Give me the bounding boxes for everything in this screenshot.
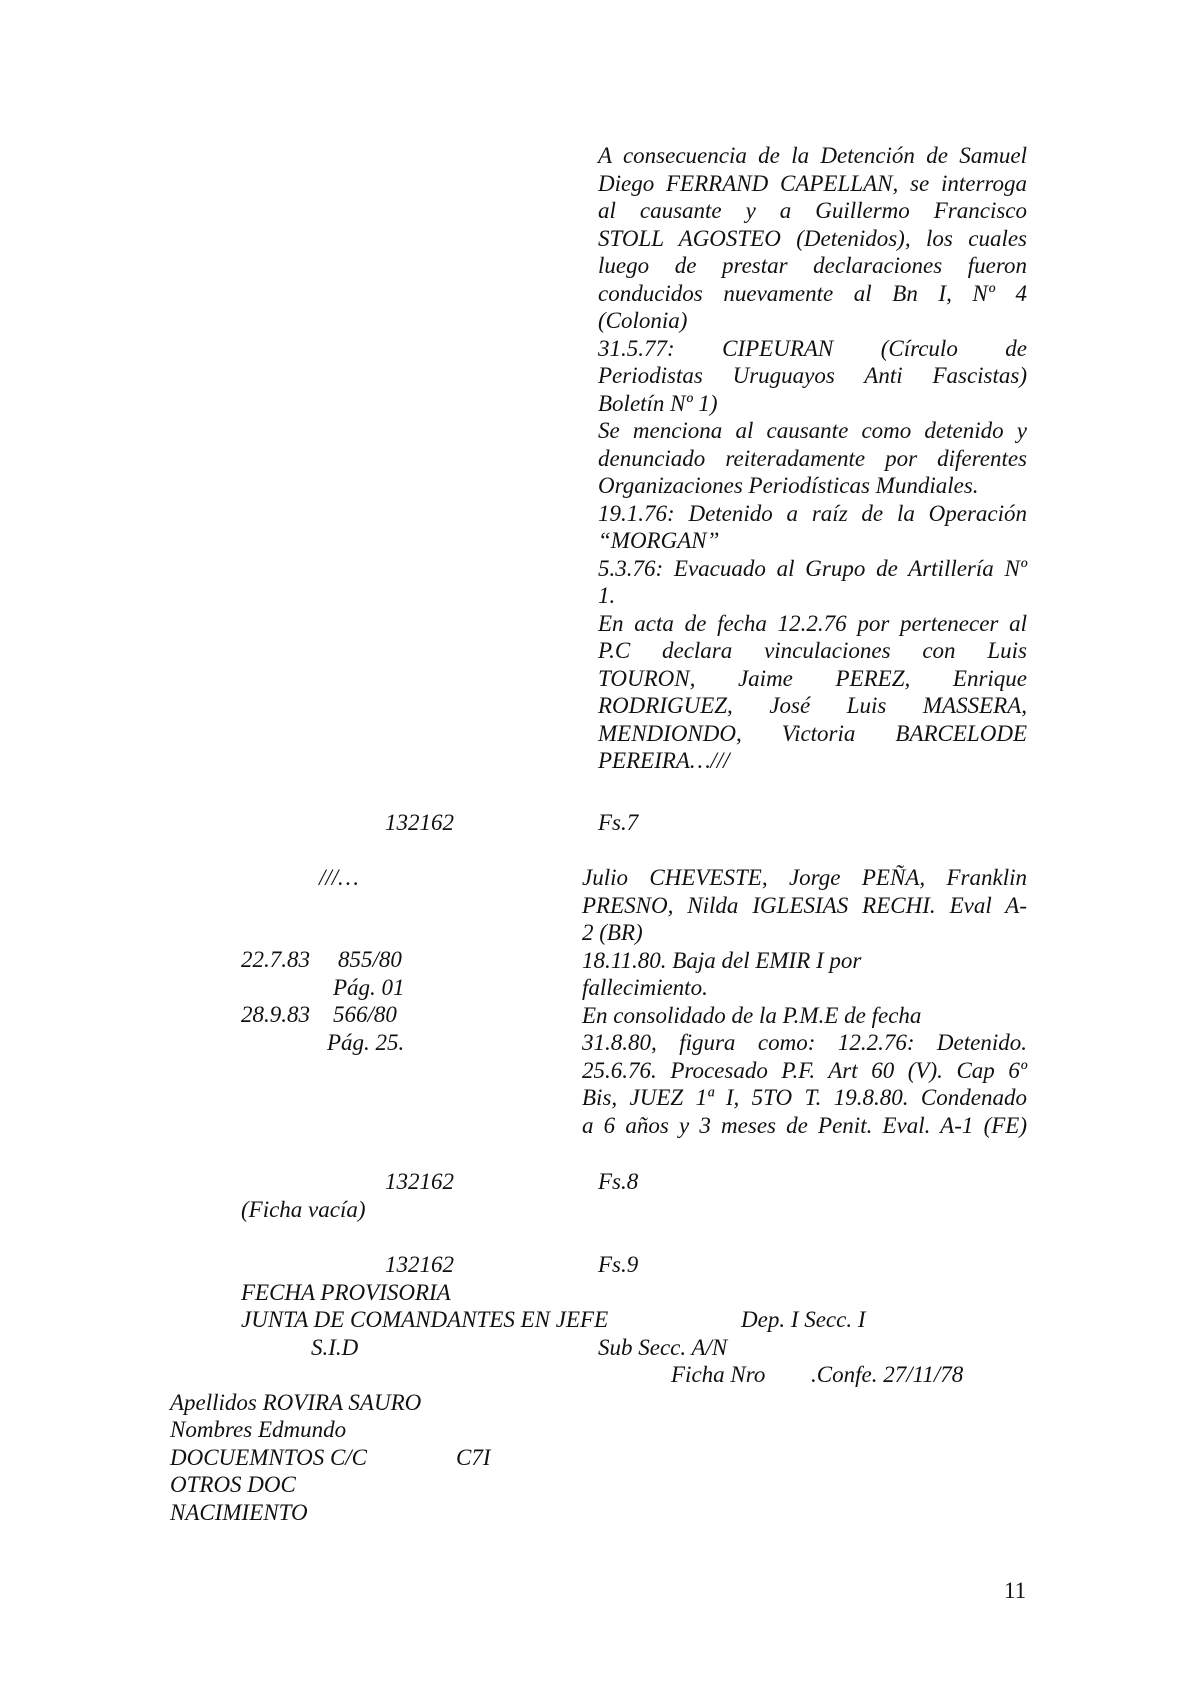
- junta-comandantes: JUNTA DE COMANDANTES EN JEFE: [241, 1307, 609, 1332]
- block1-line: RODRIGUEZ, José Luis MASSERA,: [598, 693, 1027, 718]
- block1-line: denunciado reiteradamente por diferentes: [598, 445, 1027, 471]
- record-text-block-1: [598, 142, 1027, 775]
- reference-date-1: 22.7.83: [241, 947, 310, 972]
- reference-page-2: Pág. 25.: [327, 1030, 405, 1055]
- reference-number-2: 566/80: [333, 1002, 397, 1027]
- block1-line: al causante y a Guillermo Francisco: [598, 198, 1027, 223]
- block2-line: fallecimiento.: [582, 975, 708, 1000]
- block1-line: PEREIRA…///: [598, 748, 730, 773]
- block1-line: MENDIONDO, Victoria BARCELODE: [598, 720, 1027, 746]
- block1-line: A consecuencia de la Detención de Samuel: [598, 143, 1027, 168]
- record-number-fs7: 132162: [385, 810, 454, 835]
- block1-line: 1.: [598, 583, 616, 608]
- block1-line: STOLL AGOSTEO (Detenidos), los cuales: [598, 225, 1027, 251]
- apellidos-field: Apellidos ROVIRA SAURO: [170, 1390, 422, 1415]
- documento-codigo: C7I: [456, 1445, 491, 1470]
- fecha-provisoria: FECHA PROVISORIA: [241, 1280, 451, 1305]
- reference-number-1: 855/80: [338, 947, 402, 972]
- block1-line: conducidos nuevamente al Bn I, Nº 4: [598, 280, 1027, 306]
- record-number-fs8: 132162: [385, 1169, 454, 1194]
- block1-line: Periodistas Uruguayos Anti Fascistas): [598, 363, 1027, 388]
- block1-line: En acta de fecha 12.2.76 por pertenecer al: [598, 610, 1027, 636]
- block2-line: PRESNO, Nilda IGLESIAS RECHI. Eval A-: [582, 892, 1027, 918]
- record-text-block-2: [582, 864, 1027, 1139]
- page-number: 11: [1004, 1578, 1027, 1603]
- ficha-numero: Ficha Nro: [671, 1362, 766, 1387]
- otros-documentos-field: OTROS DOC: [170, 1472, 296, 1497]
- folio-fs7: Fs.7: [598, 810, 639, 835]
- block1-line: (Colonia): [598, 308, 688, 333]
- reference-date-2: 28.9.83: [241, 1002, 310, 1027]
- continuation-mark: ///…: [319, 865, 359, 890]
- block1-line: TOURON, Jaime PEREZ, Enrique: [598, 665, 1027, 691]
- folio-fs8: Fs.8: [598, 1169, 639, 1194]
- block1-line: 31.5.77: CIPEURAN (Círculo de: [598, 335, 1027, 361]
- sub-seccion: Sub Secc. A/N: [598, 1335, 728, 1360]
- block1-line: luego de prestar declaraciones fueron: [598, 253, 1027, 278]
- record-number-fs9: 132162: [385, 1252, 454, 1277]
- block1-line: 5.3.76: Evacuado al Grupo de Artillería Nº: [598, 555, 1027, 581]
- block2-line: En consolidado de la P.M.E de fecha: [582, 1002, 922, 1028]
- block1-line: Boletín Nº 1): [598, 390, 718, 416]
- block1-line: 19.1.76: Detenido a raíz de la Operación: [598, 500, 1027, 526]
- block2-line: 31.8.80, figura como: 12.2.76: Detenido.: [582, 1030, 1027, 1055]
- block1-line: P.C declara vinculaciones con Luis: [598, 638, 1027, 663]
- folio-fs9: Fs.9: [598, 1252, 639, 1277]
- confeccion-fecha: .Confe. 27/11/78: [811, 1362, 964, 1387]
- block2-line: 25.6.76. Procesado P.F. Art 60 (V). Cap 6º: [582, 1057, 1027, 1083]
- sid-label: S.I.D: [311, 1335, 359, 1360]
- block2-line: 2 (BR): [582, 920, 643, 945]
- documentos-field: DOCUEMNTOS C/C: [170, 1445, 368, 1470]
- block1-line: Se menciona al causante como detenido y: [598, 418, 1027, 443]
- reference-page-1: Pág. 01: [333, 975, 405, 1000]
- departamento-seccion: Dep. I Secc. I: [741, 1307, 866, 1332]
- block2-line: Julio CHEVESTE, Jorge PEÑA, Franklin: [582, 865, 1027, 890]
- empty-record-note: (Ficha vacía): [241, 1197, 366, 1222]
- block2-line: 18.11.80. Baja del EMIR I por: [582, 947, 862, 973]
- nacimiento-field: NACIMIENTO: [170, 1500, 308, 1525]
- nombres-field: Nombres Edmundo: [170, 1417, 347, 1442]
- block1-line: “MORGAN”: [598, 528, 720, 553]
- block2-line: Bis, JUEZ 1ª I, 5TO T. 19.8.80. Condenado: [582, 1085, 1027, 1110]
- block1-line: Diego FERRAND CAPELLAN, se interroga: [598, 170, 1027, 196]
- block2-line: a 6 años y 3 meses de Penit. Eval. A-1 (FE): [582, 1112, 1027, 1138]
- block1-line: Organizaciones Periodísticas Mundiales.: [598, 473, 979, 498]
